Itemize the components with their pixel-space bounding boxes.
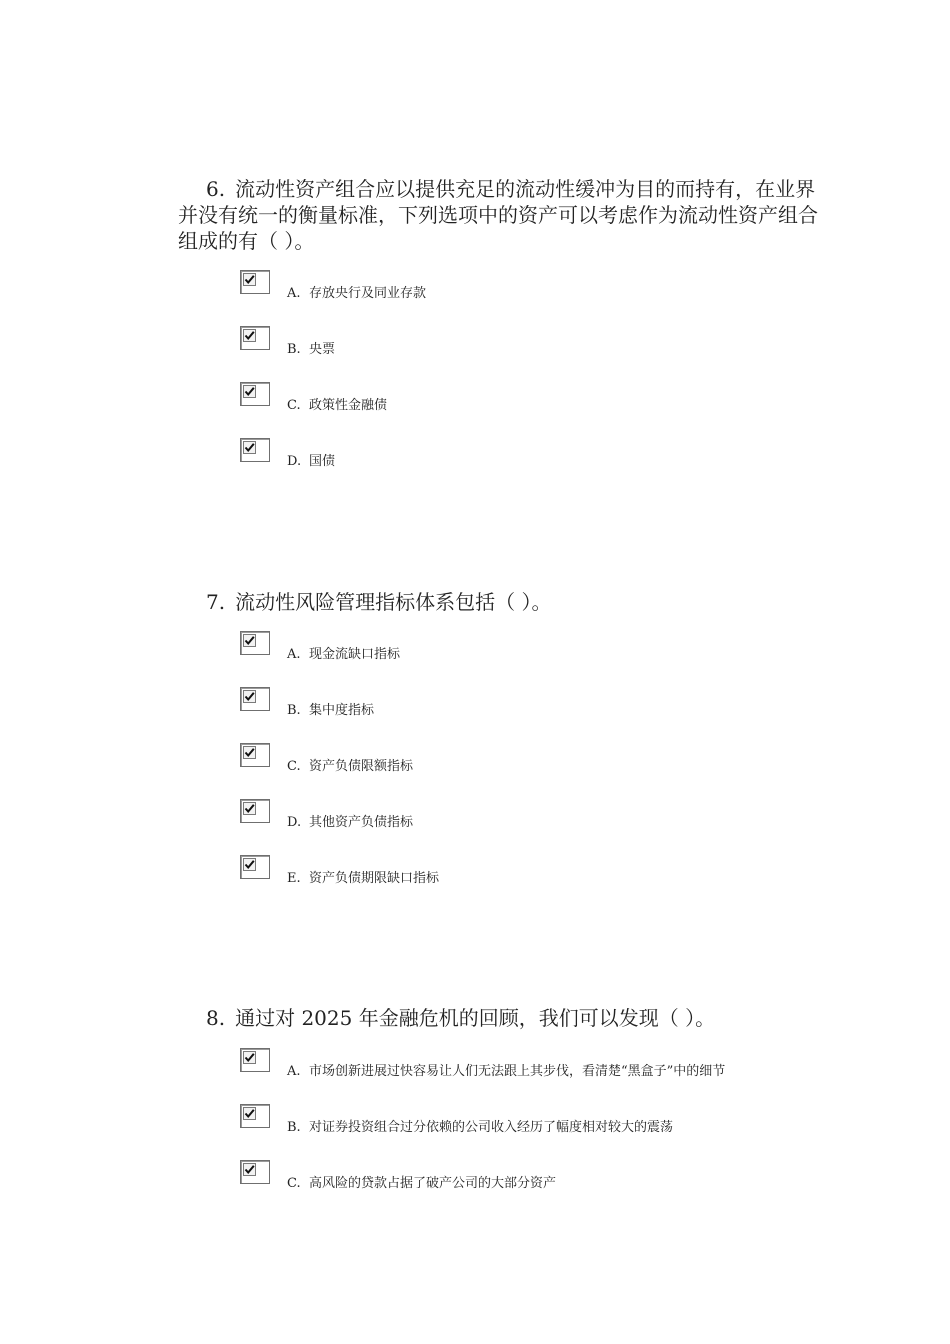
checkbox[interactable] — [240, 687, 270, 711]
option-letter: D. — [287, 815, 302, 830]
checkmark-icon — [243, 329, 256, 342]
checkmark-icon — [243, 1051, 256, 1064]
option-a[interactable] — [240, 1048, 860, 1078]
checkmark-icon — [243, 273, 256, 286]
option-text: 高风险的贷款占据了破产公司的大部分资产 — [309, 1176, 557, 1191]
option-b[interactable] — [240, 326, 860, 356]
option-letter: A. — [287, 647, 301, 662]
checkbox[interactable] — [240, 1104, 270, 1128]
checkmark-icon — [243, 690, 256, 703]
option-c[interactable] — [240, 1160, 860, 1190]
option-label — [287, 398, 387, 414]
option-text: 政策性金融债 — [309, 398, 388, 413]
option-letter: C. — [287, 398, 301, 413]
checkmark-icon — [243, 634, 256, 647]
checkbox[interactable] — [240, 270, 270, 294]
option-letter: B. — [287, 703, 301, 718]
option-letter: A. — [287, 1064, 301, 1079]
option-b[interactable] — [240, 1104, 860, 1134]
option-text: 资产负债限额指标 — [309, 759, 414, 774]
question-number: 7. — [206, 590, 226, 614]
checkbox[interactable] — [240, 743, 270, 767]
option-label — [287, 454, 335, 470]
option-label — [287, 342, 335, 358]
question-text — [178, 589, 818, 615]
option-e[interactable] — [240, 855, 860, 885]
option-label — [287, 871, 439, 887]
checkmark-icon — [243, 441, 256, 454]
checkbox[interactable] — [240, 799, 270, 823]
question-prompt: 通过对 2025 年金融危机的回顾，我们可以发现（ ）。 — [235, 1006, 716, 1030]
option-letter: B. — [287, 1120, 301, 1135]
checkbox[interactable] — [240, 1048, 270, 1072]
option-label — [287, 1120, 673, 1136]
checkmark-icon — [243, 858, 256, 871]
question-number: 8. — [206, 1006, 226, 1030]
option-text: 其他资产负债指标 — [309, 815, 414, 830]
option-d[interactable] — [240, 438, 860, 468]
option-text: 对证券投资组合过分依赖的公司收入经历了幅度相对较大的震荡 — [309, 1120, 674, 1135]
option-c[interactable] — [240, 382, 860, 412]
option-label — [287, 759, 413, 775]
option-label — [287, 286, 426, 302]
option-letter: D. — [287, 454, 302, 469]
option-a[interactable] — [240, 631, 860, 661]
checkbox[interactable] — [240, 326, 270, 350]
option-text: 央票 — [309, 342, 336, 357]
option-label — [287, 647, 400, 663]
question-text — [178, 1005, 818, 1031]
checkbox[interactable] — [240, 438, 270, 462]
option-text: 集中度指标 — [309, 703, 375, 718]
option-b[interactable] — [240, 687, 860, 717]
option-letter: C. — [287, 1176, 301, 1191]
checkmark-icon — [243, 1107, 256, 1120]
option-d[interactable] — [240, 799, 860, 829]
checkbox[interactable] — [240, 631, 270, 655]
option-label — [287, 703, 374, 719]
checkbox[interactable] — [240, 1160, 270, 1184]
option-letter: B. — [287, 342, 301, 357]
question-prompt: 流动性风险管理指标体系包括（ ）。 — [235, 590, 552, 614]
option-letter: A. — [287, 286, 301, 301]
checkbox[interactable] — [240, 855, 270, 879]
checkmark-icon — [243, 802, 256, 815]
option-text: 资产负债期限缺口指标 — [309, 871, 440, 886]
checkmark-icon — [243, 1163, 256, 1176]
question-prompt: 流动性资产组合应以提供充足的流动性缓冲为目的而持有，在业界并没有统一的衡量标准，下列选项中的资产可以考虑作为流动性资产组合组成的有（ ）。 — [178, 177, 818, 253]
option-label — [287, 1064, 725, 1080]
option-text: 市场创新进展过快容易让人们无法跟上其步伐，看清楚“黑盒子”中的细节 — [309, 1064, 726, 1079]
option-text: 存放央行及同业存款 — [309, 286, 427, 301]
option-c[interactable] — [240, 743, 860, 773]
question-text — [178, 176, 818, 254]
checkmark-icon — [243, 746, 256, 759]
option-text: 国债 — [309, 454, 336, 469]
option-label — [287, 815, 413, 831]
option-letter: E. — [287, 871, 301, 886]
option-text: 现金流缺口指标 — [309, 647, 401, 662]
option-label — [287, 1176, 556, 1192]
option-letter: C. — [287, 759, 301, 774]
checkbox[interactable] — [240, 382, 270, 406]
option-a[interactable] — [240, 270, 860, 300]
question-number: 6. — [206, 177, 226, 201]
checkmark-icon — [243, 385, 256, 398]
